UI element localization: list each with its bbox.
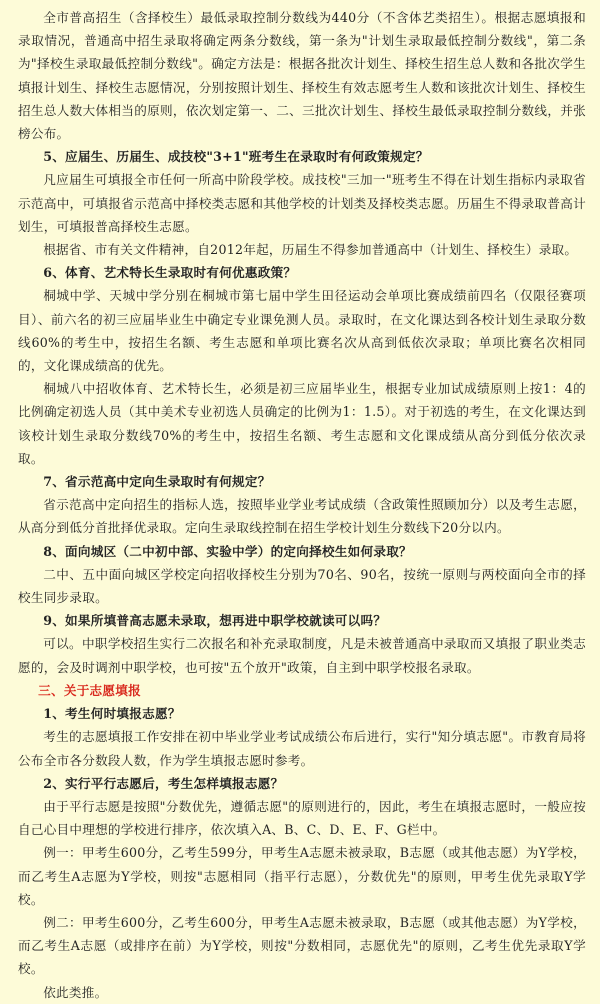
paragraph-q6-answer-2: 桐城八中招收体育、艺术特长生，必须是初三应届毕业生，根据专业加试成绩原则上按1：4的比例确定初选人员（其中美术专业初选人员确定的比例为1：1.5）。对于初选的考生，在文化课达到该校计划生录取分数线70%的考生中，按招生名额、考生志愿和文化课成绩从高分到低分依次录取。 [18,381,586,466]
paragraph-q8-answer: 二中、五中面向城区学校定向招收择校生分别为70名、90名，按统一原则与两校面向全市的择校生同步录取。 [18,566,586,606]
paragraph-q5-answer: 凡应届生可填报全市任何一所高中阶段学校。成技校"三加一"班考生不得在计划生指标内录取省示范高中，可填报省示范高中择校类志愿和其他学校的计划类及择校类志愿。历届生不得录取普高计划生，可填报普高择校生志愿。 [18,172,586,234]
paragraph-conclusion: 依此类推。 [43,984,108,1000]
section-3-question-1-heading: 1、考生何时填报志愿？ [43,706,181,722]
question-8-heading: 8、面向城区（二中初中部、实验中学）的定向择校生如何录取？ [43,543,412,559]
question-9-heading: 9、如果所填普高志愿未录取，想再进中职学校就读可以吗？ [43,613,387,629]
paragraph-s3q2-answer: 由于平行志愿是按照"分数优先，遵循志愿"的原则进行的，因此，考生在填报志愿时，一般应按自己心目中理想的学校进行排序，依次填入A、B、C、D、E、F、G栏中。 [18,798,586,838]
paragraph-example-1: 例一：甲考生600分，乙考生599分，甲考生A志愿未被录取，B志愿（或其他志愿）为Y学校，而乙考生A志愿为Y学校，则按"志愿相同（指平行志愿），分数优先"的原则，甲考生优先录取Y学校。 [18,845,586,907]
paragraph-example-2: 例二：甲考生600分，乙考生600分，甲考生A志愿未被录取，B志愿（或其他志愿）为Y学校，而乙考生A志愿（或排序在前）为Y学校，则按"分数相同，志愿优先"的原则，乙考生优先录取Y学校。 [18,914,586,977]
paragraph-q5-note: 根据省、市有关文件精神，自2012年起，历届生不得参加普通高中（计划生、择校生）录取。 [43,242,578,258]
section-3-question-2-heading: 2、实行平行志愿后，考生怎样填报志愿？ [43,775,284,791]
paragraph-q6-answer-1: 桐城中学、天城中学分别在桐城市第七届中学生田径运动会单项比赛成绩前四名（仅限径赛项目）、前六名的初三应届毕业生中确定专业课免测人员。录取时，在文化课达到各校计划生录取分数线60%的考生中，按招生名额、考生志愿和单项比赛名次从高到低依次录取；单项比赛名次相同的，文化课成绩高的优先。 [18,288,586,374]
paragraph-s3q1-answer: 考生的志愿填报工作安排在初中毕业学业考试成绩公布后进行，实行"知分填志愿"。市教育局将公布全市各分数段人数，作为学生填报志愿时参考。 [18,729,586,768]
paragraph-q7-answer: 省示范高中定向招生的指标人选，按照毕业学业考试成绩（含政策性照顾加分）以及考生志愿，从高分到低分首批择优录取。定向生录取线控制在招生学校计划生分数线下20分以内。 [18,497,586,536]
question-5-heading: 5、应届生、历届生、成技校"3+1"班考生在录取时有何政策规定？ [43,149,429,165]
paragraph-cutoff-scores: 全市普高招生（含择校生）最低录取控制分数线为440分（不含体艺类招生）。根据志愿填报和录取情况，普通高中招生录取将确定两条分数线，第一条为"计划生录取最低控制分数线"，第二条为"择校生录取最低控制分数线"。确定方法是：根据各批次计划生、择校生招生总人数和各批次学生填报计划生、择校生志愿情况，分别按照计划生、择校生有效志愿考生人数和该批次计划生、择校生招生总人数大体相当的原则，依次划定第一、二、三批次计划生、择校生最低录取控制分数线，并张榜公布。 [18,10,586,142]
question-6-heading: 6、体育、艺术特长生录取时有何优惠政策？ [43,265,297,281]
section-3-heading: 三、关于志愿填报 [38,682,141,698]
question-7-heading: 7、省示范高中定向生录取时有何规定？ [43,474,271,490]
paragraph-q9-answer: 可以。中职学校招生实行二次报名和补充录取制度，凡是未被普通高中录取而又填报了职业类志愿的，会及时调剂中职学校，也可按"五个放开"政策，自主到中职学校报名录取。 [18,636,586,675]
